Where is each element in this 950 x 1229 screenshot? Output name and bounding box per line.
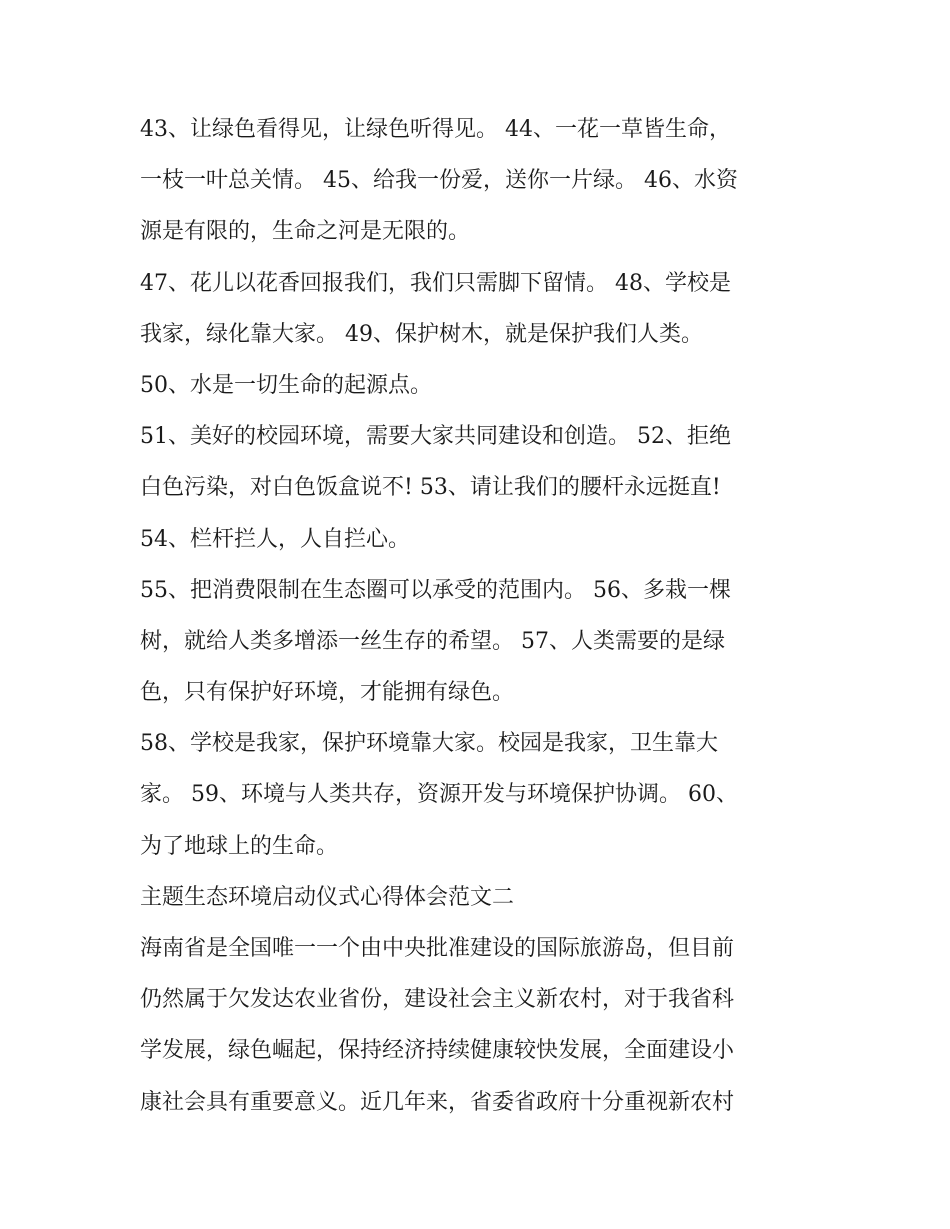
text-line: 一枝一叶总关情。 45、给我一份爱，送你一片绿。 46、水资: [140, 168, 738, 194]
text-line: 学发展，绿色崛起，保持经济持续健康较快发展，全面建设小: [140, 1038, 735, 1064]
text-line: 47、花儿以花香回报我们，我们只需脚下留情。 48、学校是: [140, 270, 731, 296]
text-line: 色，只有保护好环境，才能拥有绿色。: [140, 680, 515, 706]
text-line: 55、把消费限制在生态圈可以承受的范围内。 56、多栽一棵: [140, 577, 731, 603]
text-line: 家。 59、环境与人类共存，资源开发与环境保护协调。 60、: [140, 782, 738, 808]
text-line: 我家，绿化靠大家。 49、保护树木，就是保护我们人类。: [140, 321, 703, 347]
text-line: 51、美好的校园环境，需要大家共同建设和创造。 52、拒绝: [140, 424, 731, 450]
text-line: 54、栏杆拦人，人自拦心。: [140, 526, 410, 552]
text-line: 50、水是一切生命的起源点。: [140, 372, 432, 398]
text-line: 海南省是全国唯一一个由中央批准建设的国际旅游岛，但目前: [140, 936, 735, 961]
text-line: 58、学校是我家，保护环境靠大家。校园是我家，卫生靠大: [140, 731, 718, 757]
text-line: 为了地球上的生命。: [140, 833, 339, 859]
text-line: 康社会具有重要意义。近几年来，省委省政府十分重视新农村: [140, 1089, 735, 1115]
text-line: 仍然属于欠发达农业省份，建设社会主义新农村，对于我省科: [140, 987, 735, 1013]
text-line: 源是有限的，生命之河是无限的。: [140, 219, 471, 245]
document-body: [140, 104, 830, 1128]
text-line: 树，就给人类多增添一丝生存的希望。 57、人类需要的是绿: [140, 628, 725, 654]
text-line: 白色污染，对白色饭盒说不! 53、请让我们的腰杆永远挺直!: [140, 475, 721, 501]
text-line: 43、让绿色看得见，让绿色听得见。 44、一花一草皆生命，: [140, 117, 731, 142]
section-heading: 主题生态环境启动仪式心得体会范文二: [140, 884, 515, 910]
